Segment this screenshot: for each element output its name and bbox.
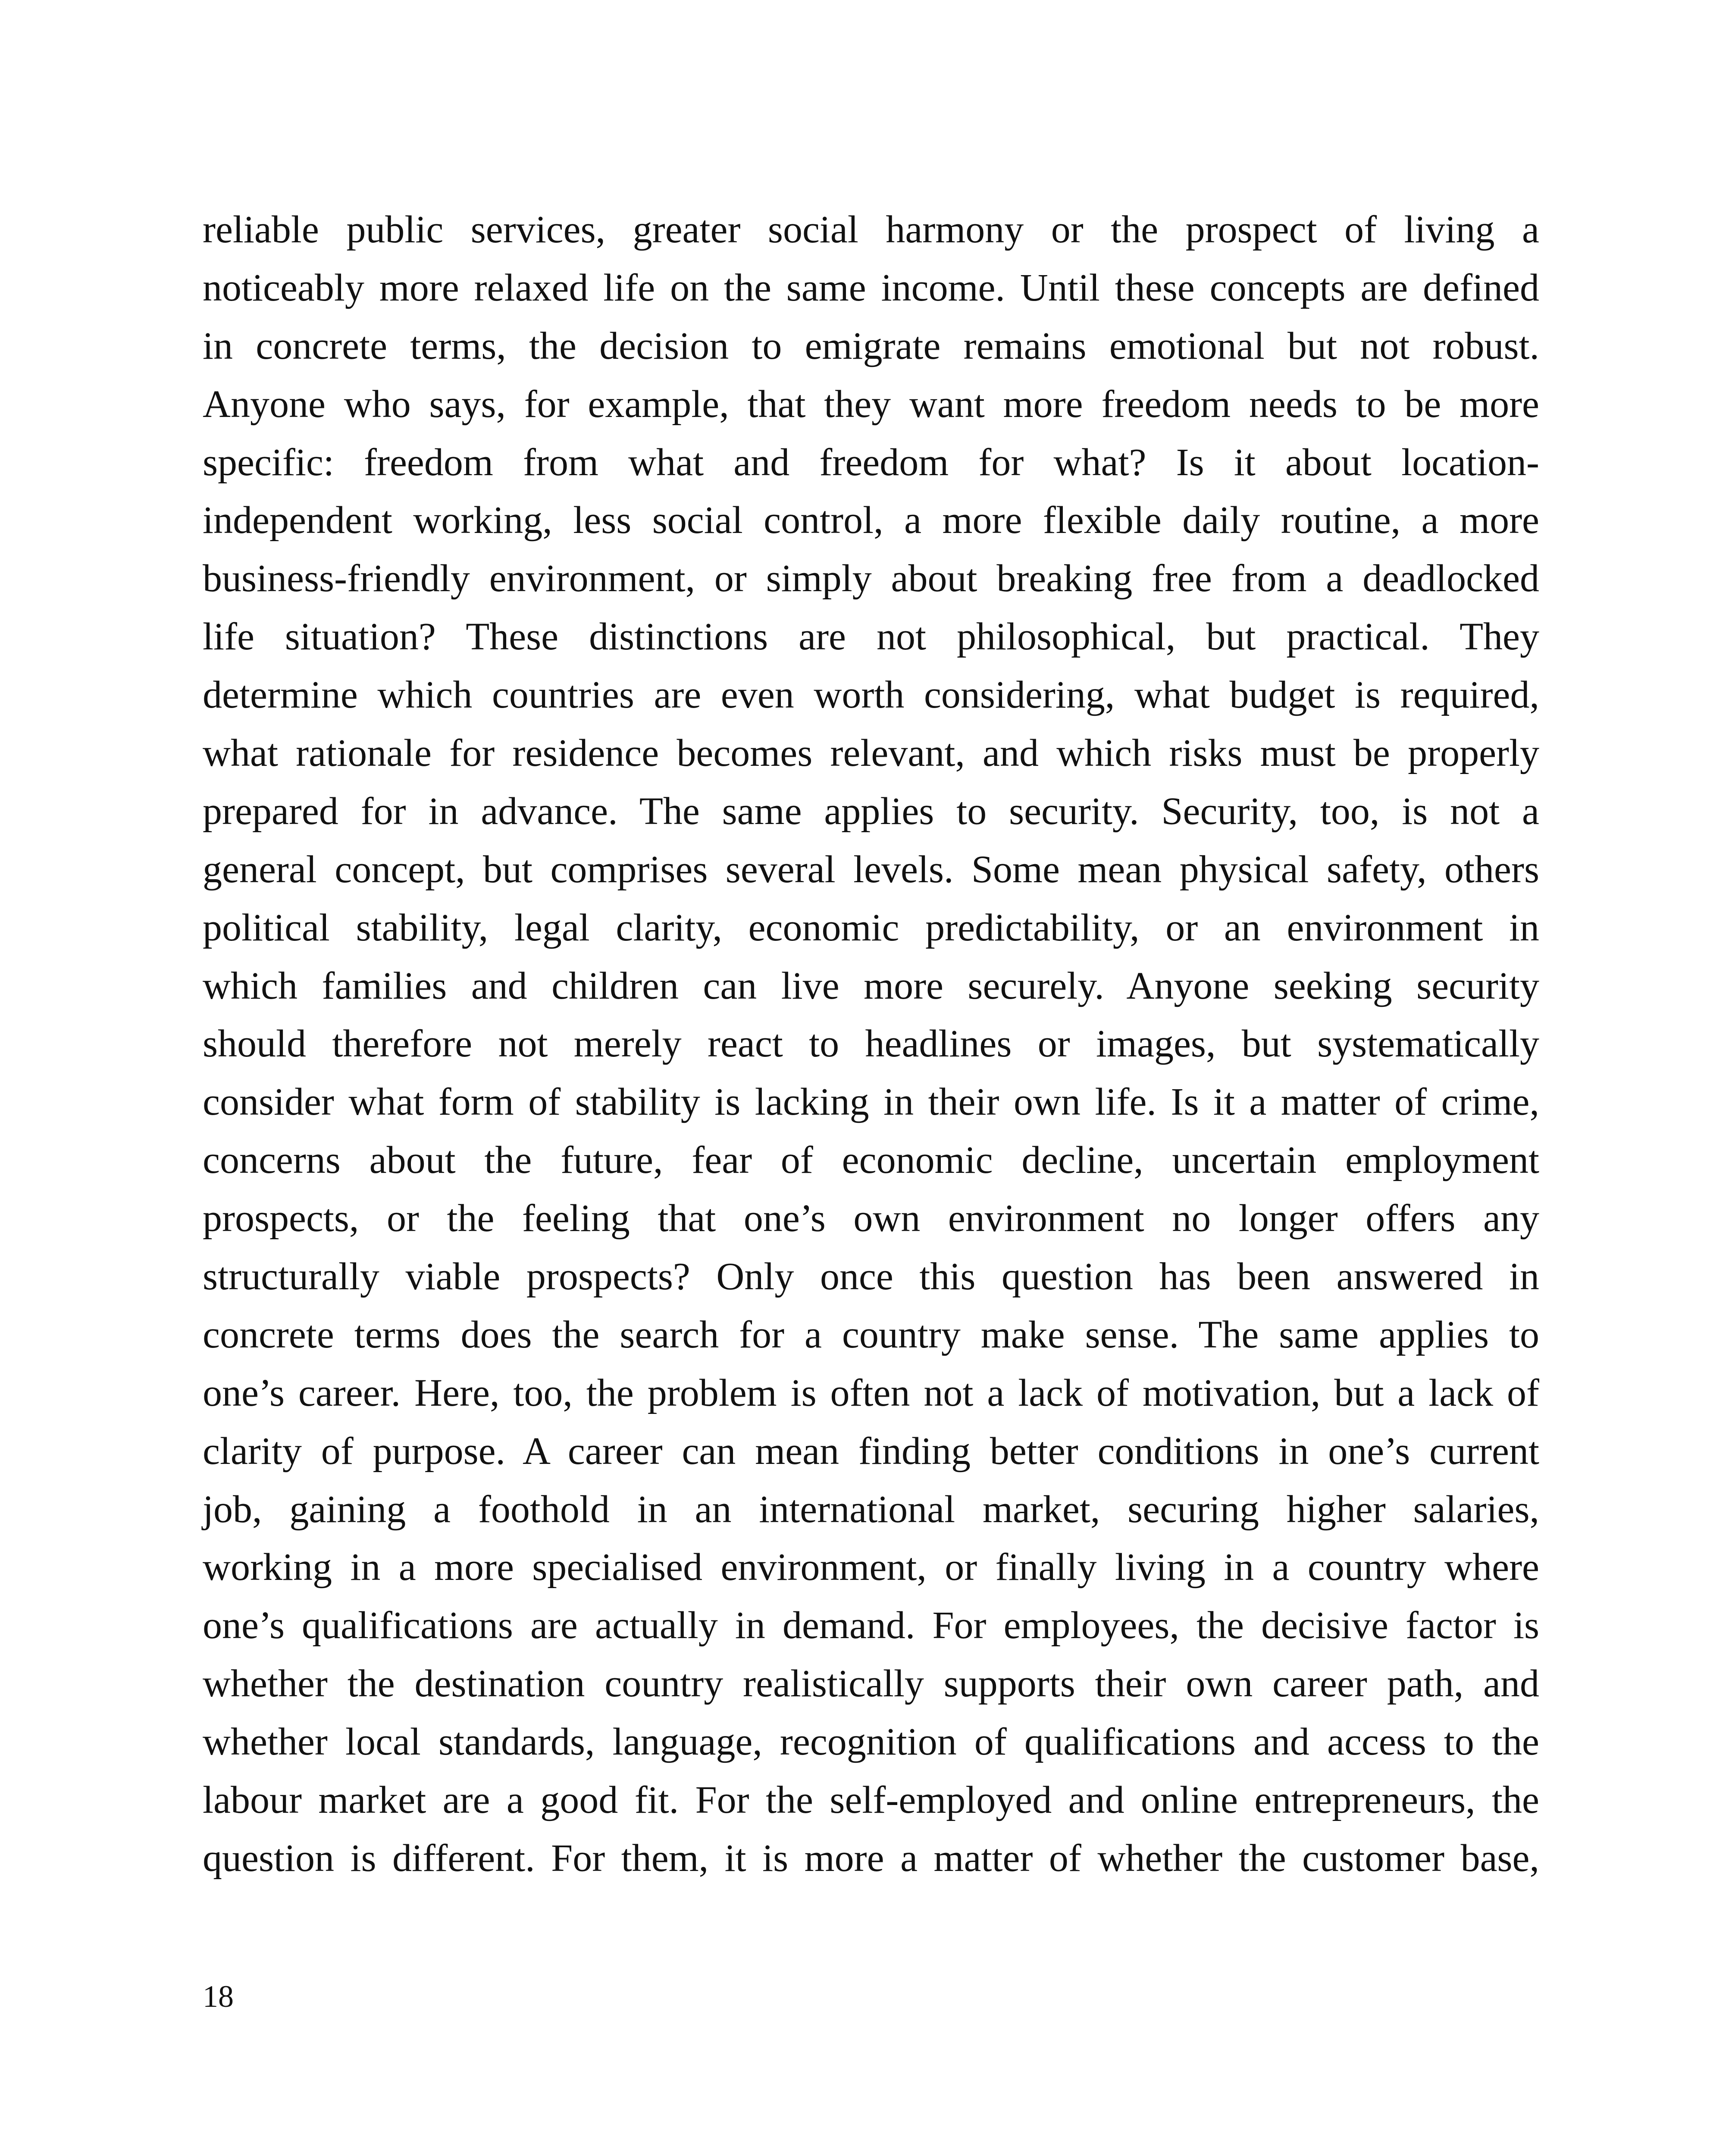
text-line: in concrete terms, the decision to emigrate remains emotional but not robust. [203, 324, 1539, 367]
text-line: consider what form of stability is lacking in their own life. Is it a matter of crime, [203, 1081, 1539, 1124]
text-line: noticeably more relaxed life on the same income. Until these concepts are defined [203, 266, 1539, 309]
text-line: labour market are a good fit. For the self-employed and online entrepreneurs, the [203, 1779, 1539, 1822]
text-line: prepared for in advance. The same applies to security. Security, too, is not a [203, 790, 1539, 833]
text-line: whether local standards, language, recognition of qualifications and access to the [203, 1720, 1539, 1764]
text-line: whether the destination country realistically supports their own career path, and [203, 1662, 1539, 1705]
text-line: question is different. For them, it is more a matter of whether the customer base, [203, 1836, 1539, 1880]
text-line: concrete terms does the search for a country make sense. The same applies to [203, 1313, 1539, 1356]
text-line: which families and children can live more securely. Anyone seeking security [203, 964, 1539, 1007]
text-line: general concept, but comprises several levels. Some mean physical safety, others [203, 848, 1539, 891]
text-line: concerns about the future, fear of economic decline, uncertain employment [203, 1139, 1539, 1182]
text-line: should therefore not merely react to headlines or images, but systematically [203, 1022, 1539, 1065]
text-line: job, gaining a foothold in an international market, securing higher salaries, [203, 1488, 1539, 1531]
text-line: independent working, less social control, a more flexible daily routine, a more [203, 499, 1539, 542]
text-line: life situation? These distinctions are not philosophical, but practical. They [203, 615, 1539, 658]
text-line: clarity of purpose. A career can mean finding better conditions in one’s current [203, 1429, 1539, 1473]
text-line: business-friendly environment, or simply about breaking free from a deadlocked [203, 557, 1539, 600]
body-text [203, 201, 1539, 1888]
text-line: political stability, legal clarity, economic predictability, or an environment in [203, 906, 1539, 949]
text-line: structurally viable prospects? Only once this question has been answered in [203, 1255, 1539, 1298]
text-line: one’s qualifications are actually in demand. For employees, the decisive factor is [203, 1604, 1539, 1647]
text-line: specific: freedom from what and freedom for what? Is it about location- [203, 441, 1539, 484]
page-number: 18 [203, 1979, 234, 2014]
text-line: working in a more specialised environment, or finally living in a country where [203, 1546, 1539, 1589]
text-line: what rationale for residence becomes relevant, and which risks must be properly [203, 732, 1539, 775]
text-line: reliable public services, greater social harmony or the prospect of living a [203, 208, 1539, 251]
text-line: determine which countries are even worth considering, what budget is required, [203, 674, 1539, 717]
text-line: prospects, or the feeling that one’s own environment no longer offers any [203, 1197, 1539, 1240]
text-line: one’s career. Here, too, the problem is often not a lack of motivation, but a lack of [203, 1371, 1539, 1414]
text-line: Anyone who says, for example, that they want more freedom needs to be more [203, 382, 1539, 426]
